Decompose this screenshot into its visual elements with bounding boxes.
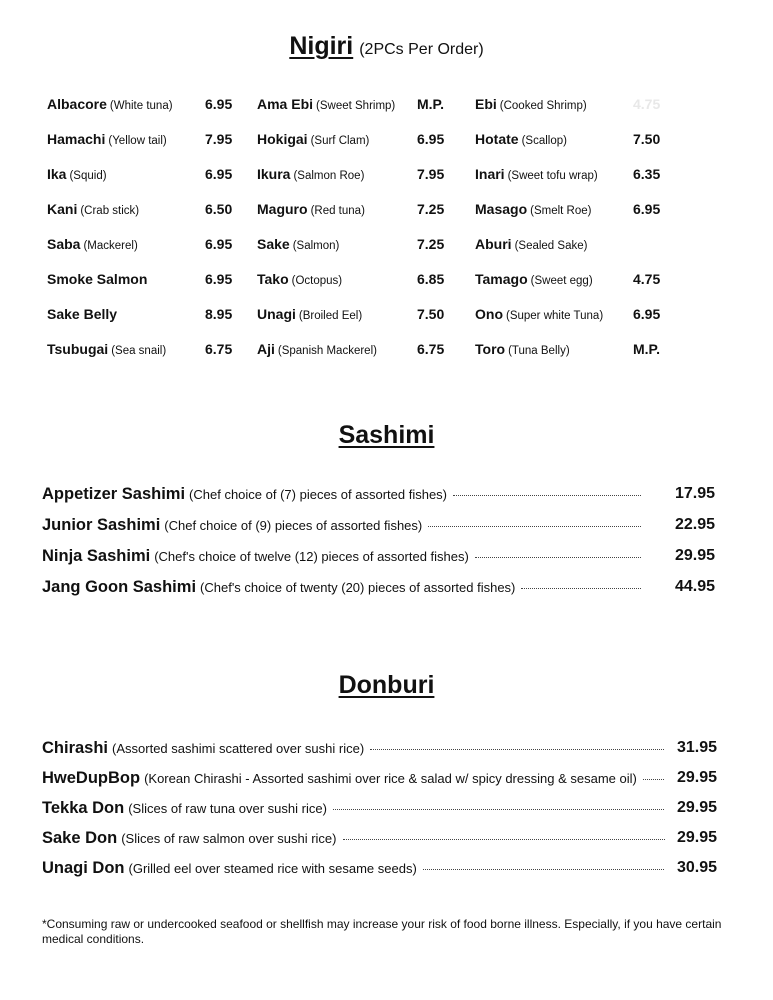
nigiri-item-price: 7.95 (417, 166, 445, 182)
nigiri-item-price: 6.75 (205, 341, 233, 357)
dot-leader (428, 525, 641, 527)
nigiri-row (0, 166, 773, 186)
nigiri-item-desc: (Tuna Belly) (508, 345, 570, 357)
nigiri-item-name: Aburi (475, 236, 512, 252)
nigiri-item-desc: (Crab stick) (80, 205, 140, 217)
nigiri-item-name: Hamachi (47, 131, 106, 147)
nigiri-item-price: 6.50 (205, 201, 233, 217)
nigiri-item-name: Smoke Salmon (47, 271, 148, 287)
nigiri-item-desc: (White tuna) (109, 100, 173, 112)
nigiri-item-price: 6.85 (417, 271, 445, 287)
sashimi-title: Sashimi (338, 421, 435, 449)
nigiri-item (257, 131, 369, 149)
donburi-item-desc: (Grilled eel over steamed rice with sesame seeds) (128, 861, 417, 876)
nigiri-item-price: 6.75 (417, 341, 445, 357)
nigiri-item (475, 306, 603, 324)
dot-leader (453, 494, 641, 496)
nigiri-item-desc: (Salmon Roe) (293, 170, 365, 182)
nigiri-item-name: Tsubugai (47, 341, 109, 357)
nigiri-item-desc: (Sealed Sake) (514, 240, 588, 252)
sashimi-header (0, 421, 773, 450)
nigiri-item-price: 6.95 (633, 201, 661, 217)
nigiri-item-price: 4.75 (633, 271, 661, 287)
nigiri-item (47, 96, 173, 114)
sashimi-item-name: Ninja Sashimi (42, 547, 151, 565)
dot-leader (643, 778, 664, 780)
nigiri-row (0, 341, 773, 361)
nigiri-item-price: 6.35 (633, 166, 661, 182)
nigiri-item-price: 6.95 (417, 131, 445, 147)
nigiri-row (0, 201, 773, 221)
nigiri-item-name: Aji (257, 341, 275, 357)
donburi-item-name: HweDupBop (42, 769, 141, 787)
nigiri-item (257, 271, 342, 289)
sashimi-item (0, 485, 773, 509)
nigiri-item-price: 6.95 (205, 96, 233, 112)
nigiri-item-name: Hotate (475, 131, 519, 147)
nigiri-item-name: Unagi (257, 306, 296, 322)
nigiri-item (47, 306, 117, 324)
nigiri-item (475, 271, 593, 289)
nigiri-item-price: 4.75 (633, 96, 661, 112)
donburi-item (0, 799, 773, 823)
nigiri-item-desc: (Red tuna) (310, 205, 365, 217)
nigiri-item-price: M.P. (633, 341, 660, 357)
nigiri-item-name: Tamago (475, 271, 528, 287)
donburi-item-name: Chirashi (42, 739, 109, 757)
nigiri-item (257, 341, 377, 359)
nigiri-item-desc: (Surf Clam) (310, 135, 370, 147)
donburi-item-name: Sake Don (42, 829, 118, 847)
donburi-item-name: Unagi Don (42, 859, 125, 877)
donburi-item-desc: (Slices of raw salmon over sushi rice) (121, 831, 337, 846)
sashimi-item-name: Appetizer Sashimi (42, 485, 186, 503)
nigiri-item-price: 8.95 (205, 306, 233, 322)
nigiri-item-name: Ika (47, 166, 67, 182)
sashimi-item-price: 22.95 (675, 516, 716, 533)
nigiri-item-name: Masago (475, 201, 528, 217)
nigiri-item (475, 201, 591, 219)
donburi-item-price: 31.95 (677, 739, 718, 756)
nigiri-item-desc: (Sweet egg) (530, 275, 593, 287)
nigiri-subtitle: (2PCs Per Order) (359, 41, 484, 58)
sashimi-item-desc: (Chef's choice of twenty (20) pieces of assorted fishes) (200, 580, 516, 595)
nigiri-item (257, 201, 365, 219)
nigiri-item-desc: (Super white Tuna) (506, 310, 604, 322)
nigiri-item-desc: (Smelt Roe) (530, 205, 592, 217)
nigiri-item-name: Hokigai (257, 131, 308, 147)
nigiri-item-price: M.P. (417, 96, 444, 112)
nigiri-row (0, 131, 773, 151)
nigiri-item-price: 7.95 (205, 131, 233, 147)
nigiri-item-price: 6.95 (205, 236, 233, 252)
nigiri-row (0, 96, 773, 116)
sashimi-item-name: Junior Sashimi (42, 516, 161, 534)
nigiri-item-price: 7.25 (417, 201, 445, 217)
nigiri-item-name: Tako (257, 271, 289, 287)
nigiri-item-name: Sake (257, 236, 290, 252)
nigiri-item-desc: (Yellow tail) (108, 135, 167, 147)
donburi-item (0, 739, 773, 763)
nigiri-item (47, 236, 138, 254)
dot-leader (521, 587, 641, 589)
nigiri-item-name: Saba (47, 236, 81, 252)
disclaimer-text: *Consuming raw or undercooked seafood or shellfish may increase your risk of food borne illness. Especially, if you have certain medical conditions. (42, 917, 722, 946)
nigiri-item (257, 166, 364, 184)
nigiri-item (47, 341, 166, 359)
nigiri-item-desc: (Sweet tofu wrap) (507, 170, 598, 182)
nigiri-item-name: Ama Ebi (257, 96, 314, 112)
nigiri-row (0, 271, 773, 291)
dot-leader (343, 838, 665, 840)
donburi-item-price: 29.95 (677, 829, 718, 846)
sashimi-item-desc: (Chef choice of (9) pieces of assorted fishes) (164, 518, 423, 533)
nigiri-item-name: Ikura (257, 166, 291, 182)
donburi-item-price: 29.95 (677, 769, 718, 786)
nigiri-item-name: Sake Belly (47, 306, 118, 322)
donburi-item (0, 769, 773, 793)
nigiri-item-name: Kani (47, 201, 78, 217)
dot-leader (333, 808, 664, 810)
nigiri-item (475, 341, 570, 359)
nigiri-item (47, 131, 167, 149)
donburi-item-price: 30.95 (677, 859, 718, 876)
sashimi-item-price: 17.95 (675, 485, 716, 502)
sashimi-item-desc: (Chef choice of (7) pieces of assorted fishes) (189, 487, 447, 502)
nigiri-item (475, 96, 587, 114)
sashimi-item-price: 29.95 (675, 547, 716, 564)
nigiri-item (475, 236, 587, 254)
nigiri-item-desc: (Squid) (69, 170, 107, 182)
donburi-item (0, 859, 773, 883)
nigiri-item-price: 7.50 (417, 306, 445, 322)
dot-leader (370, 748, 664, 750)
nigiri-row (0, 236, 773, 256)
nigiri-item (47, 201, 139, 219)
sashimi-item-name: Jang Goon Sashimi (42, 578, 197, 596)
sashimi-item (0, 516, 773, 540)
nigiri-item (475, 131, 567, 149)
nigiri-item (47, 166, 107, 184)
donburi-header (0, 671, 773, 700)
nigiri-item-price: 6.95 (633, 306, 661, 322)
nigiri-item-desc: (Sea snail) (111, 345, 167, 357)
nigiri-item-name: Maguro (257, 201, 308, 217)
nigiri-item-desc: (Cooked Shrimp) (499, 100, 587, 112)
nigiri-item-name: Albacore (47, 96, 107, 112)
nigiri-item-desc: (Broiled Eel) (298, 310, 363, 322)
donburi-title: Donburi (338, 671, 435, 699)
nigiri-item-desc: (Salmon) (292, 240, 340, 252)
nigiri-title: Nigiri (289, 32, 354, 60)
nigiri-item-name: Inari (475, 166, 505, 182)
nigiri-item-name: Toro (475, 341, 506, 357)
nigiri-item (257, 236, 339, 254)
nigiri-item-desc: (Mackerel) (83, 240, 138, 252)
nigiri-item-desc: (Spanish Mackerel) (277, 345, 377, 357)
donburi-item-price: 29.95 (677, 799, 718, 816)
nigiri-item-name: Ebi (475, 96, 497, 112)
nigiri-item (475, 166, 598, 184)
donburi-item-name: Tekka Don (42, 799, 125, 817)
nigiri-item-price: 6.95 (205, 271, 233, 287)
donburi-item (0, 829, 773, 853)
nigiri-header (0, 32, 773, 61)
nigiri-row (0, 306, 773, 326)
nigiri-item (47, 271, 147, 289)
nigiri-item-desc: (Sweet Shrimp) (316, 100, 396, 112)
dot-leader (423, 868, 664, 870)
nigiri-item-price: 7.50 (633, 131, 661, 147)
nigiri-item (257, 306, 362, 324)
nigiri-item-name: Ono (475, 306, 503, 322)
nigiri-item-desc: (Scallop) (521, 135, 567, 147)
sashimi-item-price: 44.95 (675, 578, 716, 595)
donburi-item-desc: (Korean Chirashi - Assorted sashimi over rice & salad w/ spicy dressing & sesame oil) (144, 771, 637, 786)
donburi-item-desc: (Assorted sashimi scattered over sushi rice) (112, 741, 365, 756)
nigiri-item-desc: (Octopus) (291, 275, 343, 287)
sashimi-item (0, 547, 773, 571)
sashimi-item-desc: (Chef's choice of twelve (12) pieces of assorted fishes) (154, 549, 469, 564)
nigiri-item-price: 6.95 (205, 166, 233, 182)
sashimi-item (0, 578, 773, 602)
donburi-item-desc: (Slices of raw tuna over sushi rice) (128, 801, 327, 816)
nigiri-item (257, 96, 395, 114)
dot-leader (475, 556, 641, 558)
nigiri-item-price: 7.25 (417, 236, 445, 252)
